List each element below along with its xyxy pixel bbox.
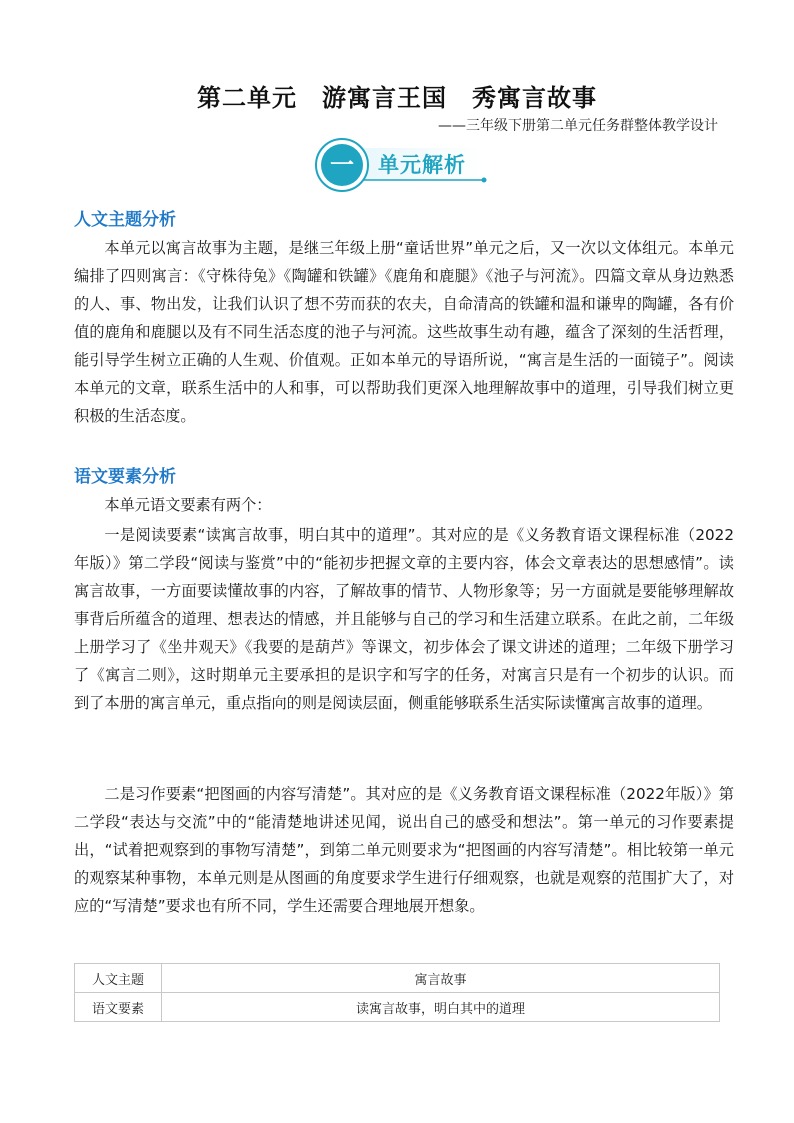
language-intro: 本单元语文要素有两个： — [104, 496, 272, 514]
humanities-paragraph: 本单元以寓言故事为主题，是继三年级上册“童话世界”单元之后，又一次以文体组元。本单元编排了四则寓言：《守株待兔》《陶罐和铁罐》《鹿角和鹿腿》《池子与河流》。四篇文章从身边熟悉的人、事、物出发，让我们认识了想不劳而获的农夫，自命清高的铁罐和温和谦卑的陶罐，各有价值的鹿角和鹿腿以及有不同生活态度的池子与河流。这些故事生动有趣，蕴含了深刻的生活哲理，能引导学生树立正确的人生观、价值观。正如本单元的导语所说，“寓言是生活的一面镜子”。阅读本单元的文章，联系生活中的人和事，可以帮助我们更深入地理解故事中的道理，引导我们树立更积极的生活态度。 — [74, 239, 734, 425]
section-banner — [308, 136, 494, 192]
banner-number: 一 — [330, 151, 354, 179]
table-value: 读寓言故事，明白其中的道理 — [162, 993, 720, 1022]
table-key: 人文主题 — [75, 964, 162, 993]
section-heading-humanities: 人文主题分析 — [74, 210, 176, 230]
summary-table — [74, 963, 720, 1022]
document-subtitle: ——三年级下册第二单元任务群整体教学设计 — [438, 118, 718, 134]
table-row — [75, 993, 720, 1022]
table-value: 寓言故事 — [162, 964, 720, 993]
language-paragraph-writing: 二是习作要素“把图画的内容写清楚”。其对应的是《义务教育语文课程标准（2022年版）》第二学段“表达与交流”中的“能清楚地讲述见闻，说出自己的感受和想法”。第一单元的习作要素提出，“试着把观察到的事物写清楚”，到第二单元则要求为“把图画的内容写清楚”。相比较第一单元的观察某种事物，本单元则是从图画的角度要求学生进行仔细观察，也就是观察的范围扩大了，对应的“写清楚”要求也有所不同，学生还需要合理地展开想象。 — [74, 785, 734, 915]
table-row — [75, 964, 720, 993]
section-heading-language: 语文要素分析 — [74, 467, 176, 487]
document-title: 第二单元 游寓言王国 秀寓言故事 — [197, 84, 597, 112]
table-key: 语文要素 — [75, 993, 162, 1022]
banner-label: 单元解析 — [378, 153, 466, 177]
language-paragraph-reading: 一是阅读要素“读寓言故事，明白其中的道理”。其对应的是《义务教育语文课程标准（2022年版）》第二学段“阅读与鉴赏”中的“能初步把握文章的主要内容，体会文章表达的思想感情”。读寓言故事，一方面要读懂故事的内容，了解故事的情节、人物形象等；另一方面就是要能够理解故事背后所蕴含的道理、想表达的情感，并且能够与自己的学习和生活建立联系。在此之前，二年级上册学习了《坐井观天》《我要的是葫芦》等课文，初步体会了课文讲述的道理；二年级下册学习了《寓言二则》，这时期单元主要承担的是识字和写字的任务，对寓言只是有一个初步的认识。而到了本册的寓言单元，重点指向的则是阅读层面，侧重能够联系生活实际读懂寓言故事的道理。 — [74, 526, 734, 712]
